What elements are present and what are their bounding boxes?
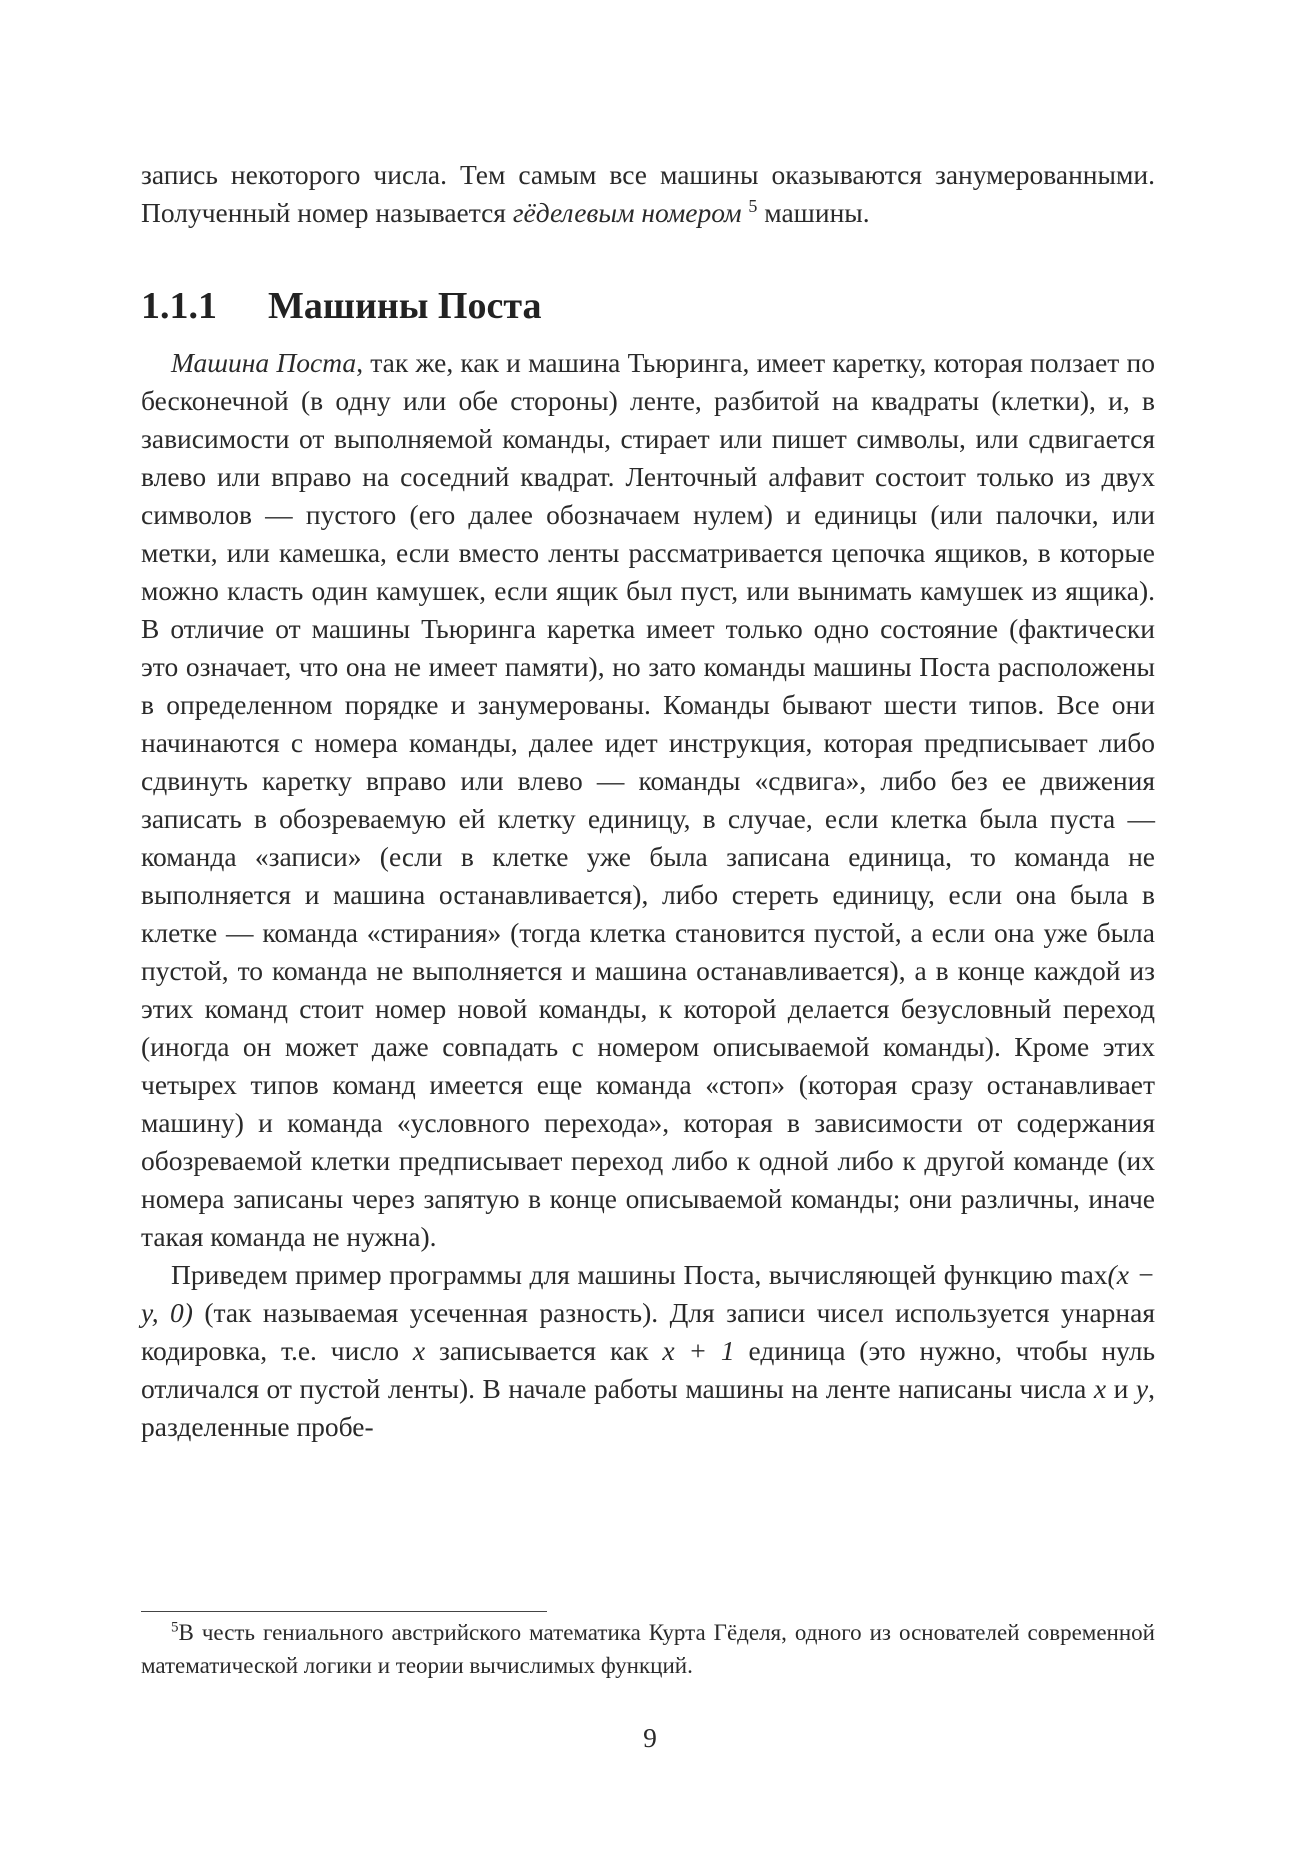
opening-tail: машины.	[757, 197, 870, 228]
paragraph-2-part-1: Приведем пример программы для машины Поста, вычисляющей функцию	[171, 1259, 1061, 1290]
post-machine-term: Машина Поста	[171, 347, 357, 378]
paragraph-2-part-6: , разделенные пробе-	[141, 1373, 1156, 1442]
math-variable-x-second: x	[1093, 1373, 1107, 1404]
section-number: 1.1.1	[141, 285, 217, 327]
page-number: 9	[643, 1722, 657, 1753]
opening-text: запись некоторого числа. Тем самым все машины оказываются занумерованными. Полученный номер называется	[141, 159, 1155, 228]
section-body	[141, 344, 1155, 1446]
math-expression-x-plus-1: x + 1	[662, 1335, 735, 1366]
section-heading	[141, 282, 541, 330]
footnote	[141, 1616, 1155, 1682]
paragraph-2-part-4: единица (это нужно, чтобы нуль отличался от пустой ленты). В начале работы машины на ленте написаны числа	[141, 1335, 1155, 1404]
footnote-reference[interactable]: 5	[748, 195, 758, 216]
footnote-divider	[141, 1611, 547, 1612]
paragraph-2-part-3: записывается как	[425, 1335, 663, 1366]
opening-paragraph	[141, 156, 1155, 232]
paragraph-2-part-2: (так называемая усеченная разность). Для записи чисел используется унарная кодировка, т.е. число	[141, 1297, 1155, 1366]
math-max-function: max	[1060, 1259, 1108, 1290]
footnote-text: В честь гениального австрийского математика Курта Гёделя, одного из основателей современной математической логики и теории вычислимых функций.	[141, 1620, 1155, 1678]
footnote-number: 5	[171, 1619, 179, 1636]
math-max-arguments: (x − y, 0)	[141, 1259, 1156, 1328]
paragraph-1-text: , так же, как и машина Тьюринга, имеет каретку, которая ползает по бесконечной (в одну или обе стороны) ленте, разбитой на квадраты (клетки), и, в зависимости от выполняемой команды, стирает или пишет символы, или сдвигается влево или вправо на соседний квадрат. Ленточный алфавит состоит только из двух символов — пустого (его далее обозначаем нулем) и единицы (или палочки, или метки, или камешка, если вместо ленты рассматривается цепочка ящиков, в которые можно класть один камушек, если ящик был пуст, или вынимать камушек из ящика). В отличие от машины Тьюринга каретка имеет только одно состояние (фактически это означает, что она не имеет памяти), но зато команды машины Поста расположены в определенном порядке и занумерованы. Команды бывают шести типов. Все они начинаются с номера команды, далее идет инструкция, которая предписывает либо сдвинуть каретку вправо или влево — команды «сдвига», либо без ее движения записать в обозреваемую ей клетку единицу, в случае, если клетка была пуста — команда «записи» (если в клетке уже была записана единица, то команда не выполняется и машина останавливается), либо стереть единицу, если она была в клетке — команда «стирания» (тогда клетка становится пустой, а если она уже была пустой, то команда не выполняется и машина останавливается), а в конце каждой из этих команд стоит номер новой команды, к которой делается безусловный переход (иногда он может даже совпадать с номером описываемой команды). Кроме этих четырех типов команд имеется еще команда «стоп» (которая сразу останавливает машину) и команда «условного перехода», которая в зависимости от содержания обозреваемой клетки предписывает переход либо к одной либо к другой команде (их номера записаны через запятую в конце описываемой команды; они различны, иначе такая команда не нужна).	[141, 347, 1156, 1252]
paragraph-program-example	[141, 1256, 1155, 1446]
section-title: Машины Поста	[268, 285, 542, 327]
math-variable-y: y	[1135, 1373, 1149, 1404]
paragraph-2-part-5: и	[1106, 1373, 1136, 1404]
math-variable-x: x	[412, 1335, 426, 1366]
paragraph-post-machine-description	[141, 344, 1155, 1256]
goedel-number-term: гёделевым номером	[512, 197, 742, 228]
